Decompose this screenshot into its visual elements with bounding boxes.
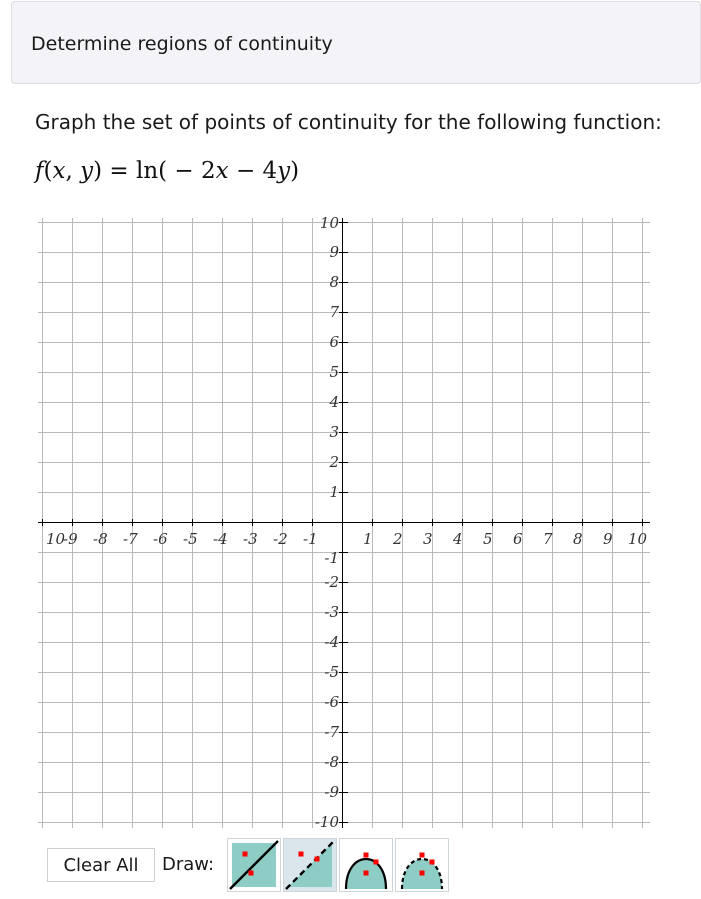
y-tick-label: 4 <box>329 393 339 411</box>
axes <box>38 218 650 828</box>
x-tick-label: -5 <box>183 530 198 548</box>
y-tick-label: -10 <box>314 813 339 831</box>
y-tick-label: 8 <box>329 273 339 291</box>
clear-all-button[interactable]: Clear All <box>47 848 155 882</box>
solid-line-tool[interactable] <box>227 838 281 892</box>
x-tick-label: 7 <box>543 530 553 548</box>
y-tick-label: -5 <box>324 663 339 681</box>
x-tick-label: 10 <box>46 530 66 548</box>
y-tick-label: -3 <box>324 603 339 621</box>
y-tick-label: 3 <box>329 423 339 441</box>
graph-canvas[interactable] <box>0 210 701 835</box>
x-tick-label: 1 <box>363 530 373 548</box>
x-tick-label: -6 <box>153 530 168 548</box>
dashed-parabola-tool-icon <box>396 839 448 891</box>
instruction-text: Graph the set of points of continuity for the following function: <box>35 110 662 134</box>
y-tick-label: 1 <box>329 483 339 501</box>
y-tick-label: 9 <box>329 243 339 261</box>
y-tick-label: 7 <box>329 303 339 321</box>
y-tick-label: -8 <box>324 753 339 771</box>
y-tick-label: -4 <box>324 633 339 651</box>
x-tick-label: 3 <box>423 530 433 548</box>
y-tick-label: 6 <box>329 333 339 351</box>
x-tick-label: 4 <box>453 530 463 548</box>
y-tick-label: 2 <box>329 453 339 471</box>
page-title: Determine regions of continuity <box>31 33 333 55</box>
x-tick-label: 2 <box>393 530 403 548</box>
x-tick-label: -3 <box>243 530 258 548</box>
solid-parabola-tool[interactable] <box>339 838 393 892</box>
solid-line-tool-icon <box>228 839 280 891</box>
y-tick-label: 10 <box>319 214 339 232</box>
x-tick-label: -9 <box>63 530 78 548</box>
x-tick-label: -4 <box>213 530 228 548</box>
header-panel <box>11 1 701 84</box>
y-tick-label: -9 <box>324 783 339 801</box>
x-tick-labels <box>46 530 648 548</box>
dashed-parabola-tool[interactable] <box>395 838 449 892</box>
y-tick-label: 5 <box>329 363 339 381</box>
x-tick-label: 6 <box>513 530 523 548</box>
dashed-line-tool[interactable] <box>283 838 337 892</box>
x-tick-label: -7 <box>123 530 138 548</box>
solid-parabola-tool-icon <box>340 839 392 891</box>
x-tick-label: -2 <box>273 530 288 548</box>
dashed-line-tool-icon <box>284 839 336 891</box>
x-tick-label: 9 <box>603 530 613 548</box>
function-formula: f(x, y) = ln( − 2x − 4y) <box>35 158 300 184</box>
x-tick-label: -8 <box>93 530 108 548</box>
draw-label: Draw: <box>162 854 215 875</box>
x-tick-label: 10 <box>628 530 648 548</box>
y-tick-label: -1 <box>324 549 339 567</box>
y-tick-label: -6 <box>324 693 339 711</box>
x-tick-label: -1 <box>303 530 318 548</box>
y-tick-label: -2 <box>324 573 339 591</box>
x-tick-label: 5 <box>483 530 493 548</box>
y-tick-label: -7 <box>324 723 339 741</box>
x-tick-label: 8 <box>573 530 583 548</box>
